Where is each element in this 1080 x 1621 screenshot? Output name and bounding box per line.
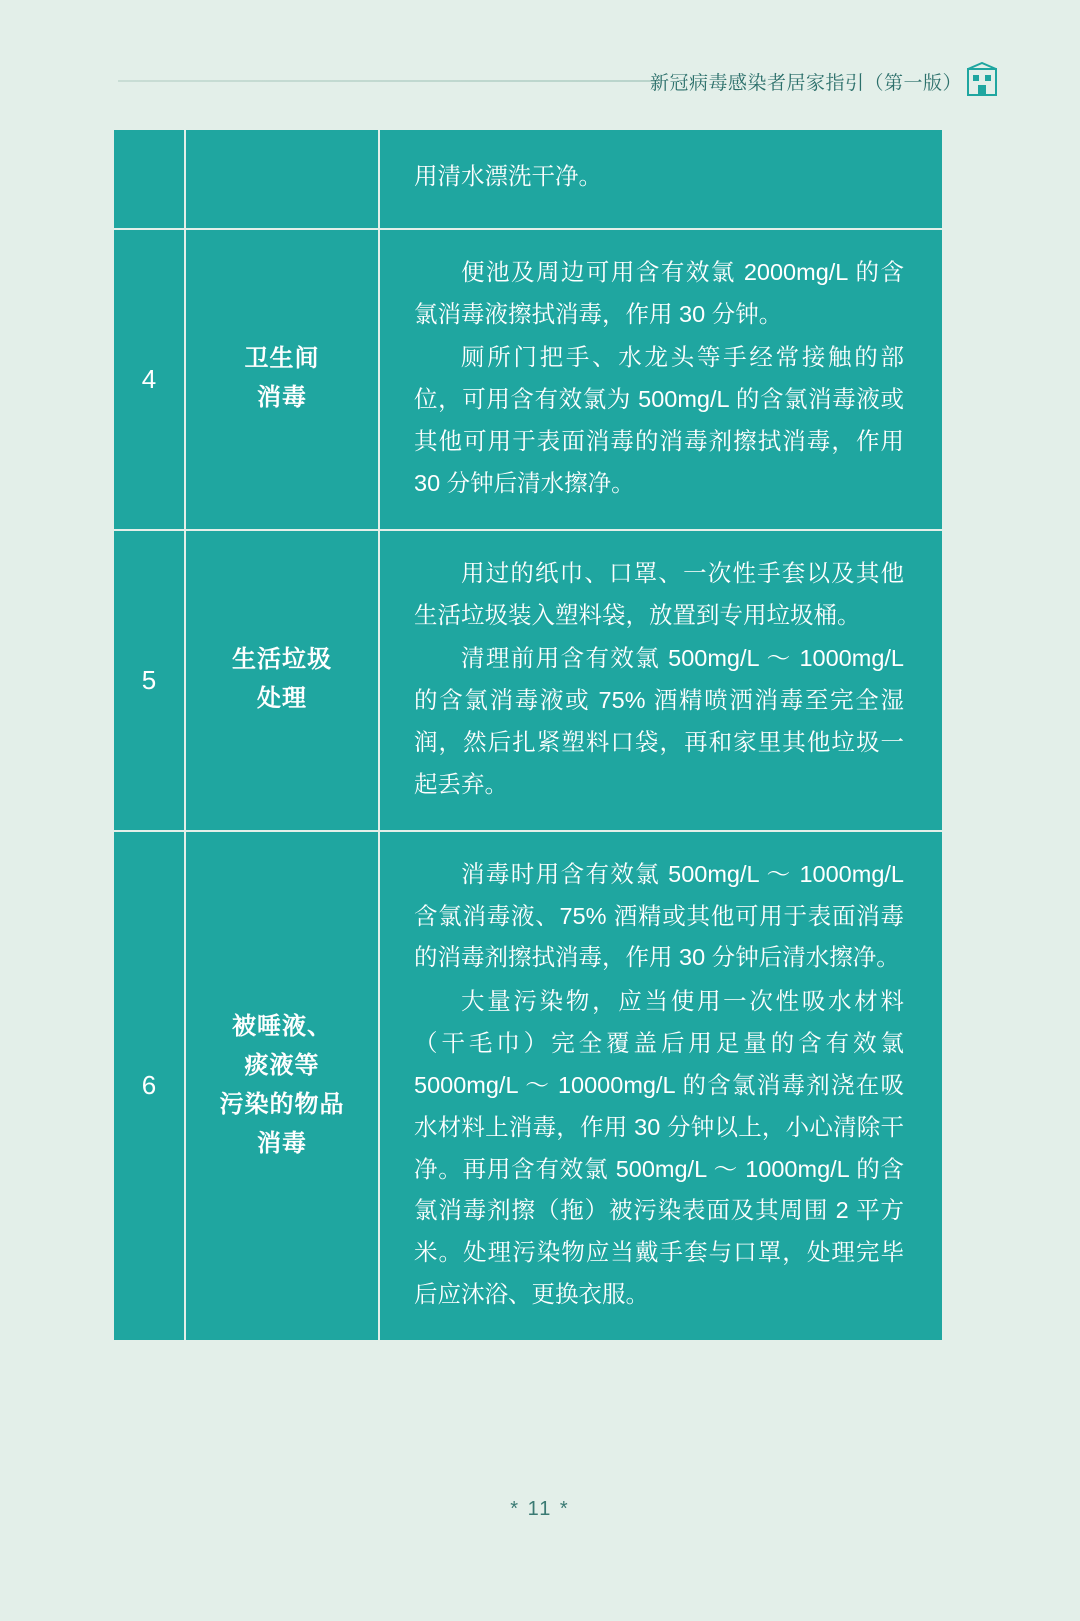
page-number: * 11 * [510,1498,570,1520]
page-header [0,58,1080,104]
row-number-cell [113,129,185,229]
row-category-cell [185,229,379,530]
paragraph: 用过的纸巾、口罩、一次性手套以及其他生活垃圾装入塑料袋，放置到专用垃圾桶。 [414,559,904,628]
paragraph: 厕所门把手、水龙头等手经常接触的部位，可用含有效氯为 500mg/L 的含氯消毒液或其他可用于表面消毒的消毒剂擦拭消毒，作用 30 分钟后清水擦净。 [414,344,904,496]
row-content-cell [379,229,943,530]
building-icon [967,62,997,96]
row-content-cell [379,831,943,1341]
paragraph: 大量污染物，应当使用一次性吸水材料（干毛巾）完全覆盖后用足量的含有效氯 5000mg/L ～ 10000mg/L 的含氯消毒剂浇在吸水材料上消毒，作用 30 分钟以上，小心清除干净。再用含有效氯 500mg/L ～ 1000mg/L 的含氯消毒剂擦（拖）被污染表面及其周围 2 平方米。处理污染物应当戴手套与口罩，处理完毕后应沐浴、更换衣服。 [414,988,904,1308]
paragraph: 清理前用含有效氯 500mg/L ～ 1000mg/L 的含氯消毒液或 75% 酒精喷洒消毒至完全湿润，然后扎紧塑料口袋，再和家里其他垃圾一起丢弃。 [414,645,904,797]
table-row [113,530,943,831]
row-category-cell [185,831,379,1341]
table-row [113,129,943,229]
header-title: 新冠病毒感染者居家指引（第一版） [649,73,962,94]
paragraph: 便池及周边可用含有效氯 2000mg/L 的含氯消毒液擦拭消毒，作用 30 分钟。 [414,258,904,327]
row-content-cell [379,129,943,229]
row-number-cell: 5 [113,530,185,831]
row-content-cell [379,530,943,831]
table-row [113,229,943,530]
category-line: 污染的物品 [219,1090,345,1118]
category-line: 被唾液、 [232,1013,332,1041]
row-category-cell [185,129,379,229]
paragraph: 用清水漂洗干净。 [414,163,602,189]
category-line: 生活垃圾 [232,646,332,674]
disinfection-guidelines-table [112,128,944,1342]
category-line: 痰液等 [244,1051,320,1079]
category-line: 卫生间 [244,345,320,373]
category-line: 消毒 [257,384,307,412]
category-line: 处理 [257,685,307,713]
row-number-cell: 6 [113,831,185,1341]
row-number-cell: 4 [113,229,185,530]
header-divider [118,80,658,82]
row-category-cell [185,530,379,831]
category-line: 消毒 [257,1129,307,1157]
paragraph: 消毒时用含有效氯 500mg/L ～ 1000mg/L 含氯消毒液、75% 酒精或其他可用于表面消毒的消毒剂擦拭消毒，作用 30 分钟后清水擦净。 [414,860,904,971]
table-row [113,831,943,1341]
